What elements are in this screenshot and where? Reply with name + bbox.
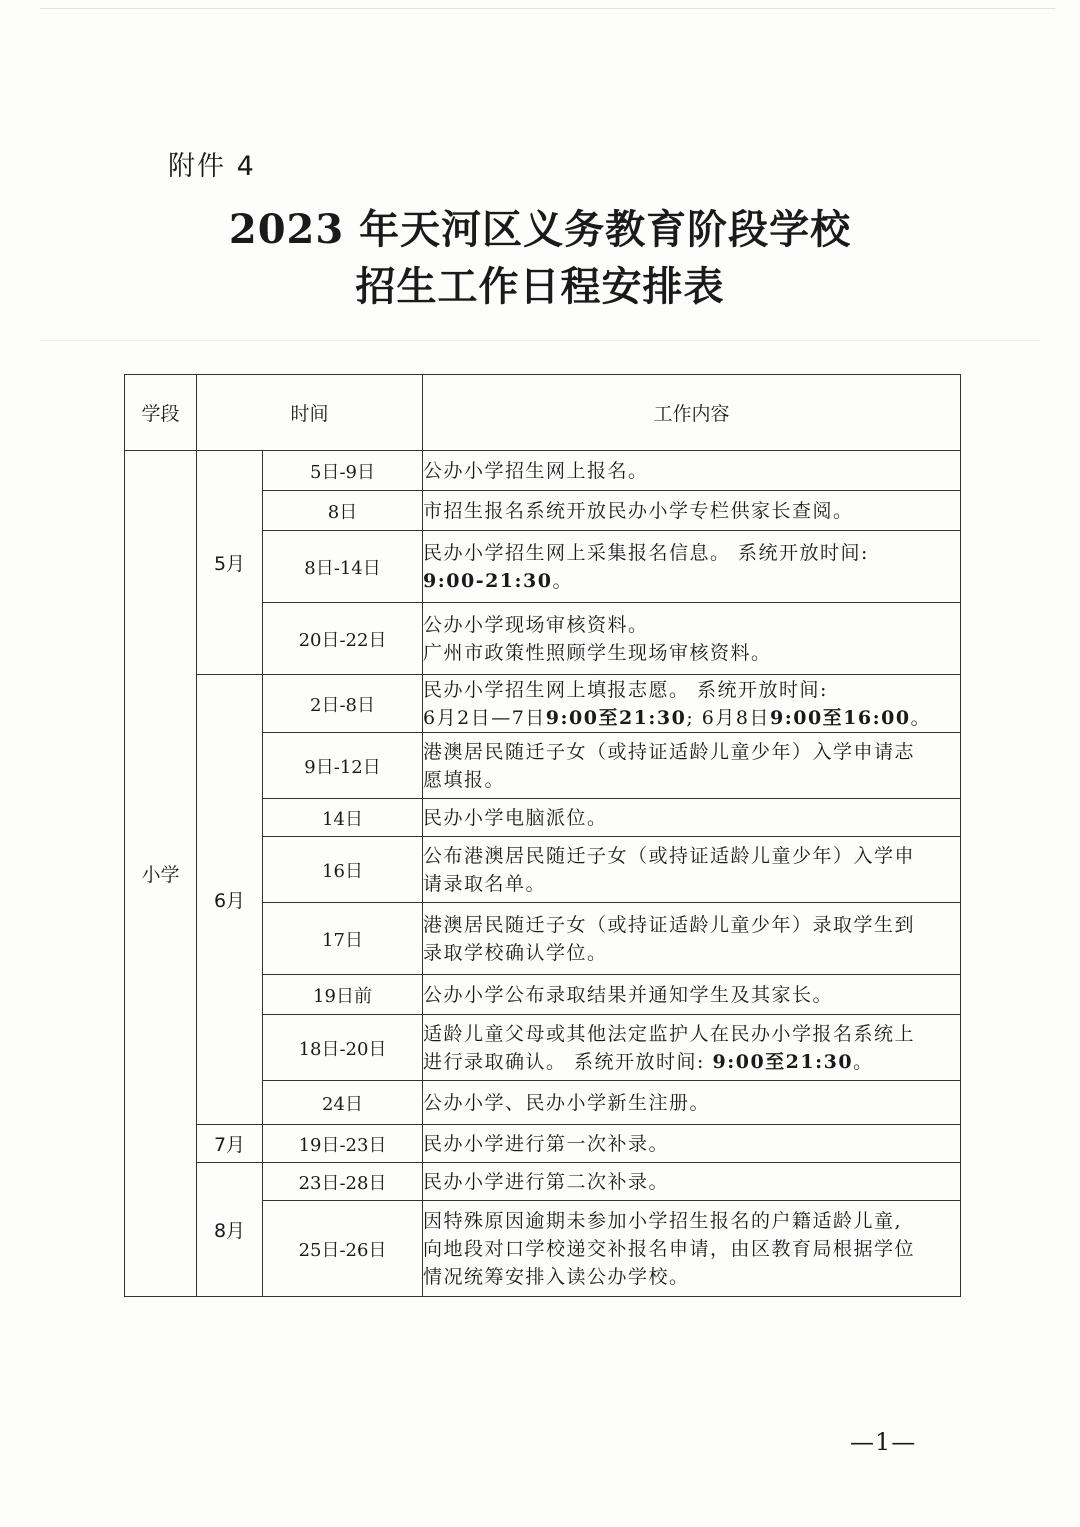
scan-edge-line bbox=[40, 8, 1055, 9]
content-cell: 民办小学招生网上采集报名信息。 系统开放时间: 9:00-21:30。 bbox=[423, 531, 961, 603]
content-cell: 民办小学进行第二次补录。 bbox=[423, 1163, 961, 1201]
content-cell: 民办小学进行第一次补录。 bbox=[423, 1125, 961, 1163]
attachment-label: 附件 4 bbox=[168, 151, 256, 182]
header-content: 工作内容 bbox=[423, 375, 961, 451]
content-cell: 民办小学电脑派位。 bbox=[423, 799, 961, 837]
stage-cell: 小学 bbox=[125, 451, 197, 1297]
table-row bbox=[125, 1163, 961, 1201]
document-title-line1: 2023 年天河区义务教育阶段学校 bbox=[228, 206, 852, 253]
date-cell: 19日前 bbox=[263, 975, 423, 1015]
date-cell: 25日-26日 bbox=[263, 1201, 423, 1297]
date-cell: 5日-9日 bbox=[263, 451, 423, 491]
content-cell: 公办小学、民办小学新生注册。 bbox=[423, 1081, 961, 1125]
date-cell: 9日-12日 bbox=[263, 733, 423, 799]
date-cell: 16日 bbox=[263, 837, 423, 903]
document-title-line2: 招生工作日程安排表 bbox=[355, 263, 725, 310]
table-row bbox=[125, 675, 961, 733]
content-cell: 适龄儿童父母或其他法定监护人在民办小学报名系统上 进行录取确认。 系统开放时间: 9:00至21:30。 bbox=[423, 1015, 961, 1081]
header-time: 时间 bbox=[197, 375, 423, 451]
content-cell: 市招生报名系统开放民办小学专栏供家长查阅。 bbox=[423, 491, 961, 531]
content-cell: 民办小学招生网上填报志愿。 系统开放时间: 6月2日—7日9:00至21:30; 6月8日9:00至16:00。 bbox=[423, 675, 961, 733]
page-number: —1— bbox=[850, 1428, 917, 1456]
date-cell: 17日 bbox=[263, 903, 423, 975]
date-cell: 18日-20日 bbox=[263, 1015, 423, 1081]
date-cell: 24日 bbox=[263, 1081, 423, 1125]
content-cell: 港澳居民随迁子女（或持证适龄儿童少年）入学申请志 愿填报。 bbox=[423, 733, 961, 799]
scan-crease-line bbox=[40, 340, 1040, 341]
content-cell: 公布港澳居民随迁子女（或持证适龄儿童少年）入学申 请录取名单。 bbox=[423, 837, 961, 903]
date-cell: 8日-14日 bbox=[263, 531, 423, 603]
table-row bbox=[125, 451, 961, 491]
month-cell-july: 7月 bbox=[197, 1125, 263, 1163]
header-stage: 学段 bbox=[125, 375, 197, 451]
content-cell: 公办小学现场审核资料。 广州市政策性照顾学生现场审核资料。 bbox=[423, 603, 961, 675]
date-cell: 19日-23日 bbox=[263, 1125, 423, 1163]
date-cell: 23日-28日 bbox=[263, 1163, 423, 1201]
date-cell: 20日-22日 bbox=[263, 603, 423, 675]
content-cell: 公办小学公布录取结果并通知学生及其家长。 bbox=[423, 975, 961, 1015]
month-cell-may: 5月 bbox=[197, 451, 263, 675]
table-row bbox=[125, 1125, 961, 1163]
content-cell: 公办小学招生网上报名。 bbox=[423, 451, 961, 491]
month-cell-august: 8月 bbox=[197, 1163, 263, 1297]
date-cell: 2日-8日 bbox=[263, 675, 423, 733]
content-cell: 因特殊原因逾期未参加小学招生报名的户籍适龄儿童, 向地段对口学校递交补报名申请，由区教育局根据学位 情况统筹安排入读公办学校。 bbox=[423, 1201, 961, 1297]
content-cell: 港澳居民随迁子女（或持证适龄儿童少年）录取学生到 录取学校确认学位。 bbox=[423, 903, 961, 975]
date-cell: 14日 bbox=[263, 799, 423, 837]
table-header-row bbox=[125, 375, 961, 451]
month-cell-june: 6月 bbox=[197, 675, 263, 1125]
schedule-table bbox=[124, 374, 961, 1297]
date-cell: 8日 bbox=[263, 491, 423, 531]
